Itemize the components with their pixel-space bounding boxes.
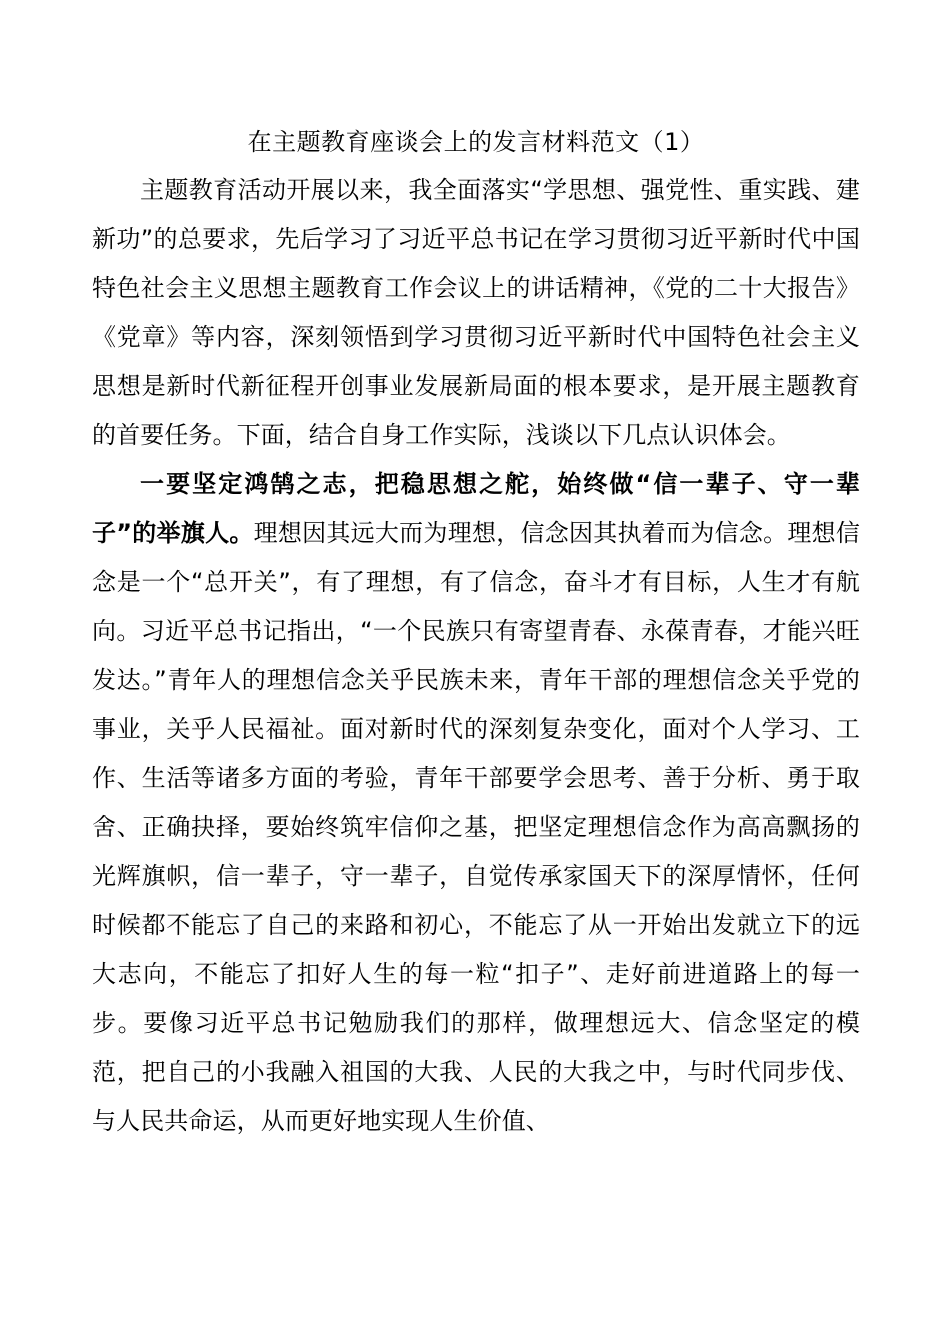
paragraph-intro-text: 主题教育活动开展以来，我全面落实“学思想、强党性、重实践、建新功”的总要求，先后学习了习近平总书记在学习贯彻习近平新时代中国特色社会主义思想主题教育工作会议上的讲话精神，《党的二十大报告》《党章》等内容，深刻领悟到学习贯彻习近平新时代中国特色社会主义思想是新时代新征程开创事业发展新局面的根本要求，是开展主题教育的首要任务。下面，结合自身工作实际，浅谈以下几点认识体会。 [92, 176, 860, 449]
paragraph-intro [92, 166, 860, 460]
paragraph-point-one-text: 理想因其远大而为理想，信念因其执着而为信念。理想信念是一个“总开关”，有了理想，有了信念，奋斗才有目标，人生才有航向。习近平总书记指出，“一个民族只有寄望青春、永葆青春，才能兴旺发达。”青年人的理想信念关乎民族未来，青年干部的理想信念关乎党的事业，关乎人民福祉。面对新时代的深刻复杂变化，面对个人学习、工作、生活等诸多方面的考验，青年干部要学会思考、善于分析、勇于取舍、正确抉择，要始终筑牢信仰之基，把坚定理想信念作为高高飘扬的光辉旗帜，信一辈子，守一辈子，自觉传承家国天下的深厚情怀，任何时候都不能忘了自己的来路和初心，不能忘了从一开始出发就立下的远大志向，不能忘了扣好人生的每一粒“扣子”、走好前进道路上的每一步。要像习近平总书记勉励我们的那样，做理想远大、信念坚定的模范，把自己的小我融入祖国的大我、人民的大我之中，与时代同步伐、与人民共命运，从而更好地实现人生价值、 [92, 519, 860, 1135]
paragraph-point-one [92, 460, 860, 1146]
document-title: 在主题教育座谈会上的发言材料范文（1） [247, 128, 705, 156]
paragraph-point-one-heading: 一要坚定鸿鹄之志，把稳思想之舵，始终做“信一辈子、守一辈子”的举旗人。 [92, 470, 860, 547]
